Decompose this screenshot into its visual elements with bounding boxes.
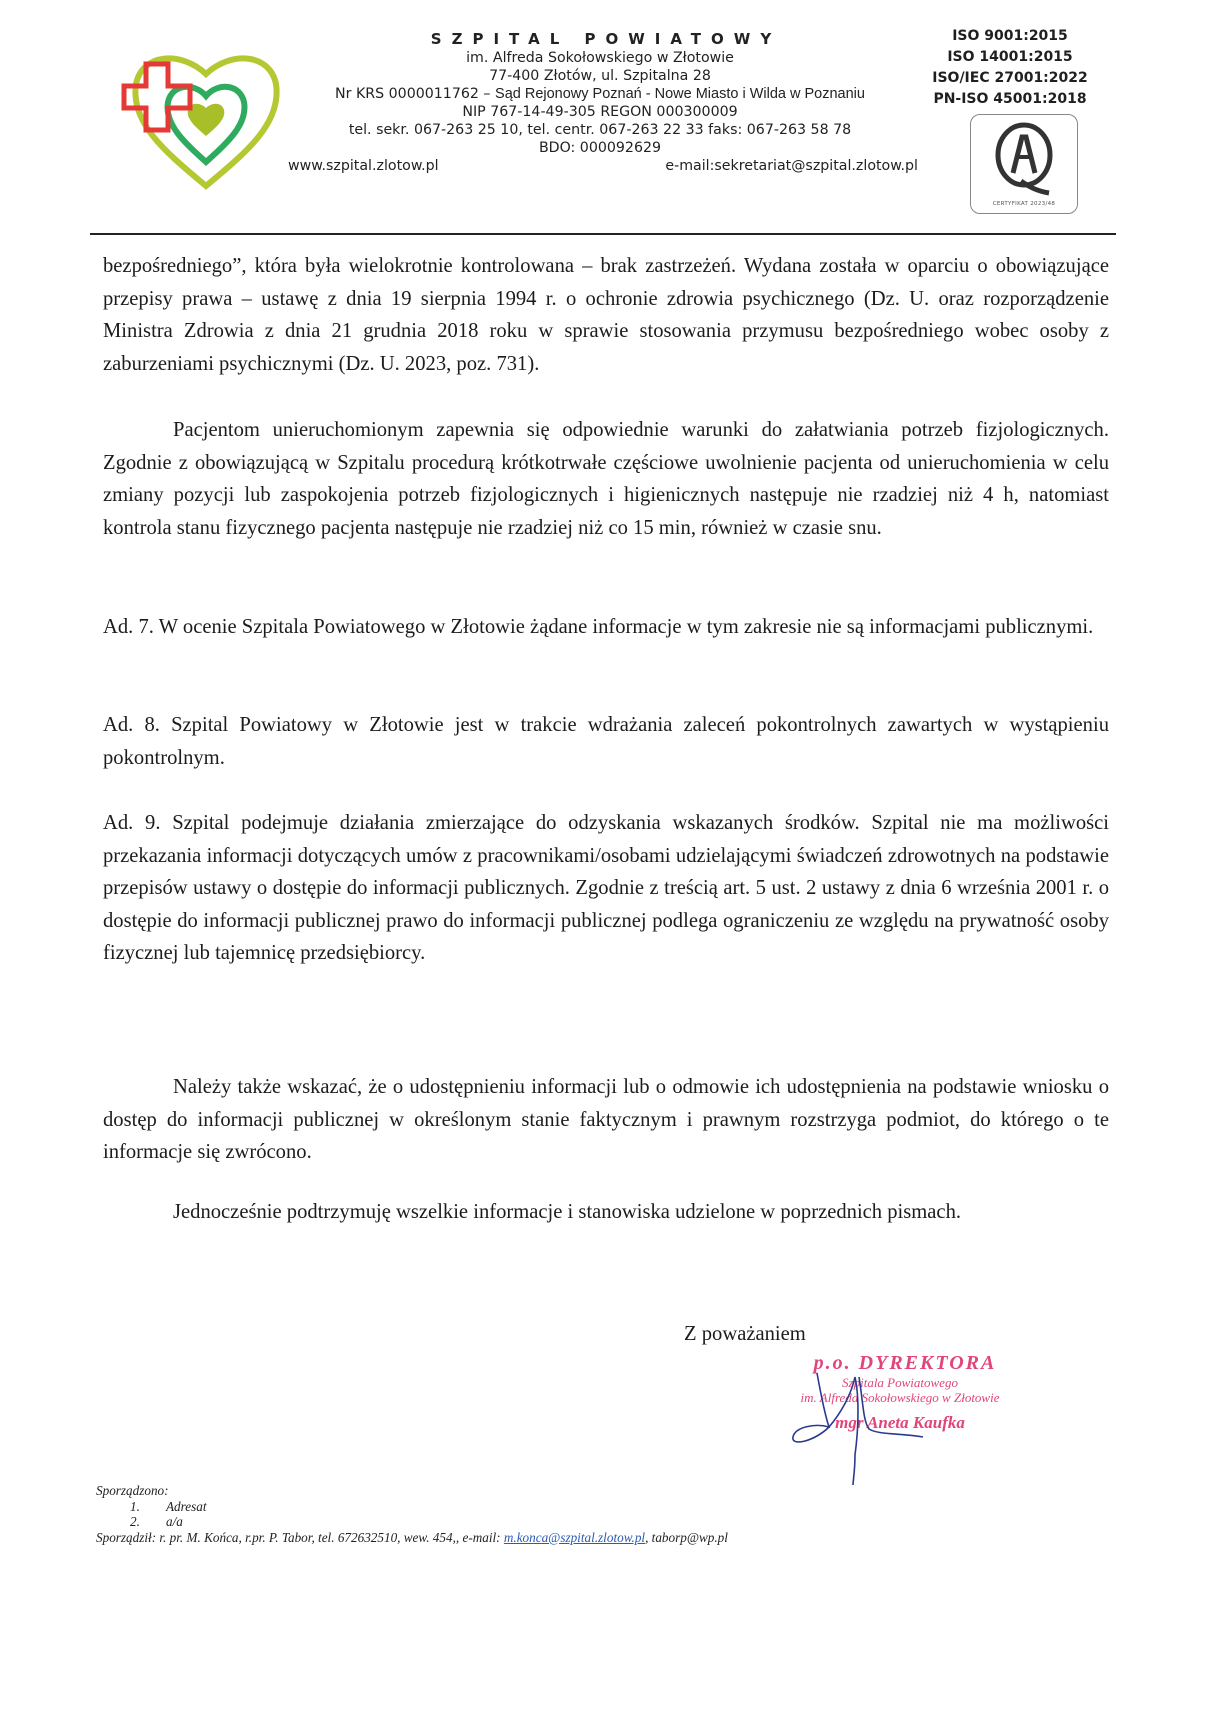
heart-cross-logo-icon — [118, 44, 288, 194]
body-paragraph: Należy także wskazać, że o udostępnieniu informacji lub o odmowie ich udostępnienia na podstawie wniosku o dostęp do informacji publicznej w określonym stanie faktycznym i prawnym rozstrzyga podmiot, do którego o te informacje się zwrócono. — [103, 1076, 1109, 1164]
body-paragraph-ad9: Ad. 9. Szpital podejmuje działania zmierzające do odzyskania wskazanych środków. Szpital nie ma możliwości przekazania informacji dotyczących umów z pracownikami/osobami udzielającymi świadczeń zdrowotnych na podstawie przepisów ustawy o dostępie do informacji publicznych. Zgodnie z treścią art. 5 ust. 2 ustawy z dnia 6 września 2001 r. o dostępie do informacji publicznej prawo do informacji publicznej podlega ograniczeniu ze względu na prywatność osoby fizycznej lub tajemnicę przedsiębiorcy. — [103, 812, 1109, 965]
iso-certifications — [930, 26, 1090, 110]
copy-number: 1. — [130, 1498, 140, 1514]
website-link[interactable]: www.szpital.zlotow.pl — [288, 158, 439, 174]
prepared-label: Sporządzono: — [96, 1483, 169, 1498]
krs-court: Sąd Rejonowy Poznań - Nowe Miasto i Wilda w Poznaniu — [495, 86, 865, 102]
author-line — [96, 1530, 728, 1546]
hospital-address: 77-400 Złotów, ul. Szpitalna 28 — [489, 68, 711, 84]
letterhead-info — [270, 30, 930, 175]
document-footer — [96, 1483, 728, 1545]
author-email-link[interactable]: m.konca@szpital.zlotow.pl — [503, 1529, 646, 1545]
certificate-badge — [970, 114, 1078, 214]
copy-item — [96, 1499, 728, 1515]
author-email-secondary: , taborp@wp.pl — [645, 1529, 728, 1545]
contact-row — [270, 157, 930, 175]
body-paragraph-ad7: Ad. 7. W ocenie Szpitala Powiatowego w Złotowie żądane informacje w tym zakresie nie są informacjami publicznymi. — [103, 616, 1094, 638]
body-paragraph: Jednocześnie podtrzymuję wszelkie informacje i stanowiska udzielone w poprzednich pismach. — [173, 1201, 962, 1223]
certificate-label: CERTYFIKAT 2023/48 — [992, 201, 1056, 207]
closing-salutation: Z poważaniem — [684, 1323, 806, 1345]
copy-number: 2. — [130, 1514, 140, 1529]
hospital-logo — [118, 44, 288, 194]
copy-item — [96, 1514, 728, 1530]
stamp-patron: im. Alfreda Sokołowskiego w Złotowie — [800, 1390, 1000, 1405]
phone-numbers: tel. sekr. 067-263 25 10, tel. centr. 067-263 22 33 faks: 067-263 58 78 — [348, 122, 852, 138]
iso-item: ISO 9001:2015 — [952, 28, 1068, 44]
krs-number: Nr KRS 0000011762 – — [335, 86, 496, 102]
krs-line — [270, 85, 930, 103]
hospital-patron: im. Alfreda Sokołowskiego w Złotowie — [466, 50, 734, 66]
email-link[interactable]: e-mail:sekretariat@szpital.zlotow.pl — [665, 158, 918, 174]
nip-regon: NIP 767-14-49-305 REGON 000300009 — [462, 104, 738, 120]
stamp-institution: Szpitala Powiatowego — [842, 1375, 958, 1390]
copy-label: a/a — [166, 1514, 183, 1529]
stamp-title: p.o. DYREKTORA — [813, 1352, 997, 1374]
bdo-number: BDO: 000092629 — [538, 140, 662, 156]
hospital-name: SZPITAL POWIATOWY — [430, 30, 782, 48]
author-info: Sporządził: r. pr. M. Końca, r.pr. P. Tabor, tel. 672632510, wew. 454,, e-mail: — [96, 1529, 504, 1545]
quality-q-icon — [991, 121, 1057, 197]
iso-item: PN-ISO 45001:2018 — [933, 91, 1087, 107]
body-paragraph-ad8: Ad. 8. Szpital Powiatowy w Złotowie jest w trakcie wdrażania zaleceń pokontrolnych zawartych w wystąpieniu pokontrolnym. — [103, 714, 1109, 769]
signature-scribble-icon — [755, 1355, 1015, 1485]
iso-item: ISO/IEC 27001:2022 — [932, 70, 1088, 86]
body-paragraph: Pacjentom unieruchomionym zapewnia się odpowiednie warunki do załatwiania potrzeb fizjologicznych. Zgodnie z obowiązującą w Szpitalu procedurą krótkotrwałe częściowe uwolnienie pacjenta od unieruchomienia w celu zmiany pozycji lub zaspokojenia potrzeb fizjologicznych i higienicznych następuje nie rzadziej niż 4 h, natomiast kontrola stanu fizycznego pacjenta następuje nie rzadziej niż co 15 min, również w czasie snu. — [103, 419, 1109, 539]
iso-item: ISO 14001:2015 — [947, 49, 1073, 65]
handwritten-signature — [755, 1355, 1015, 1485]
copy-label: Adresat — [166, 1498, 207, 1514]
header-divider — [90, 233, 1116, 235]
stamp-name: mgr Aneta Kaufka — [835, 1413, 965, 1432]
body-paragraph: bezpośredniego”, która była wielokrotnie kontrolowana – brak zastrzeżeń. Wydana została w oparciu o obowiązujące przepisy prawa – ustawę z dnia 19 sierpnia 1994 r. o ochronie zdrowia psychicznego (Dz. U. oraz rozporządzenie Ministra Zdrowia z dnia 21 grudnia 2018 roku w sprawie stosowania przymusu bezpośredniego wobec osoby z zaburzeniami psychicznymi (Dz. U. 2023, poz. 731). — [103, 255, 1109, 375]
